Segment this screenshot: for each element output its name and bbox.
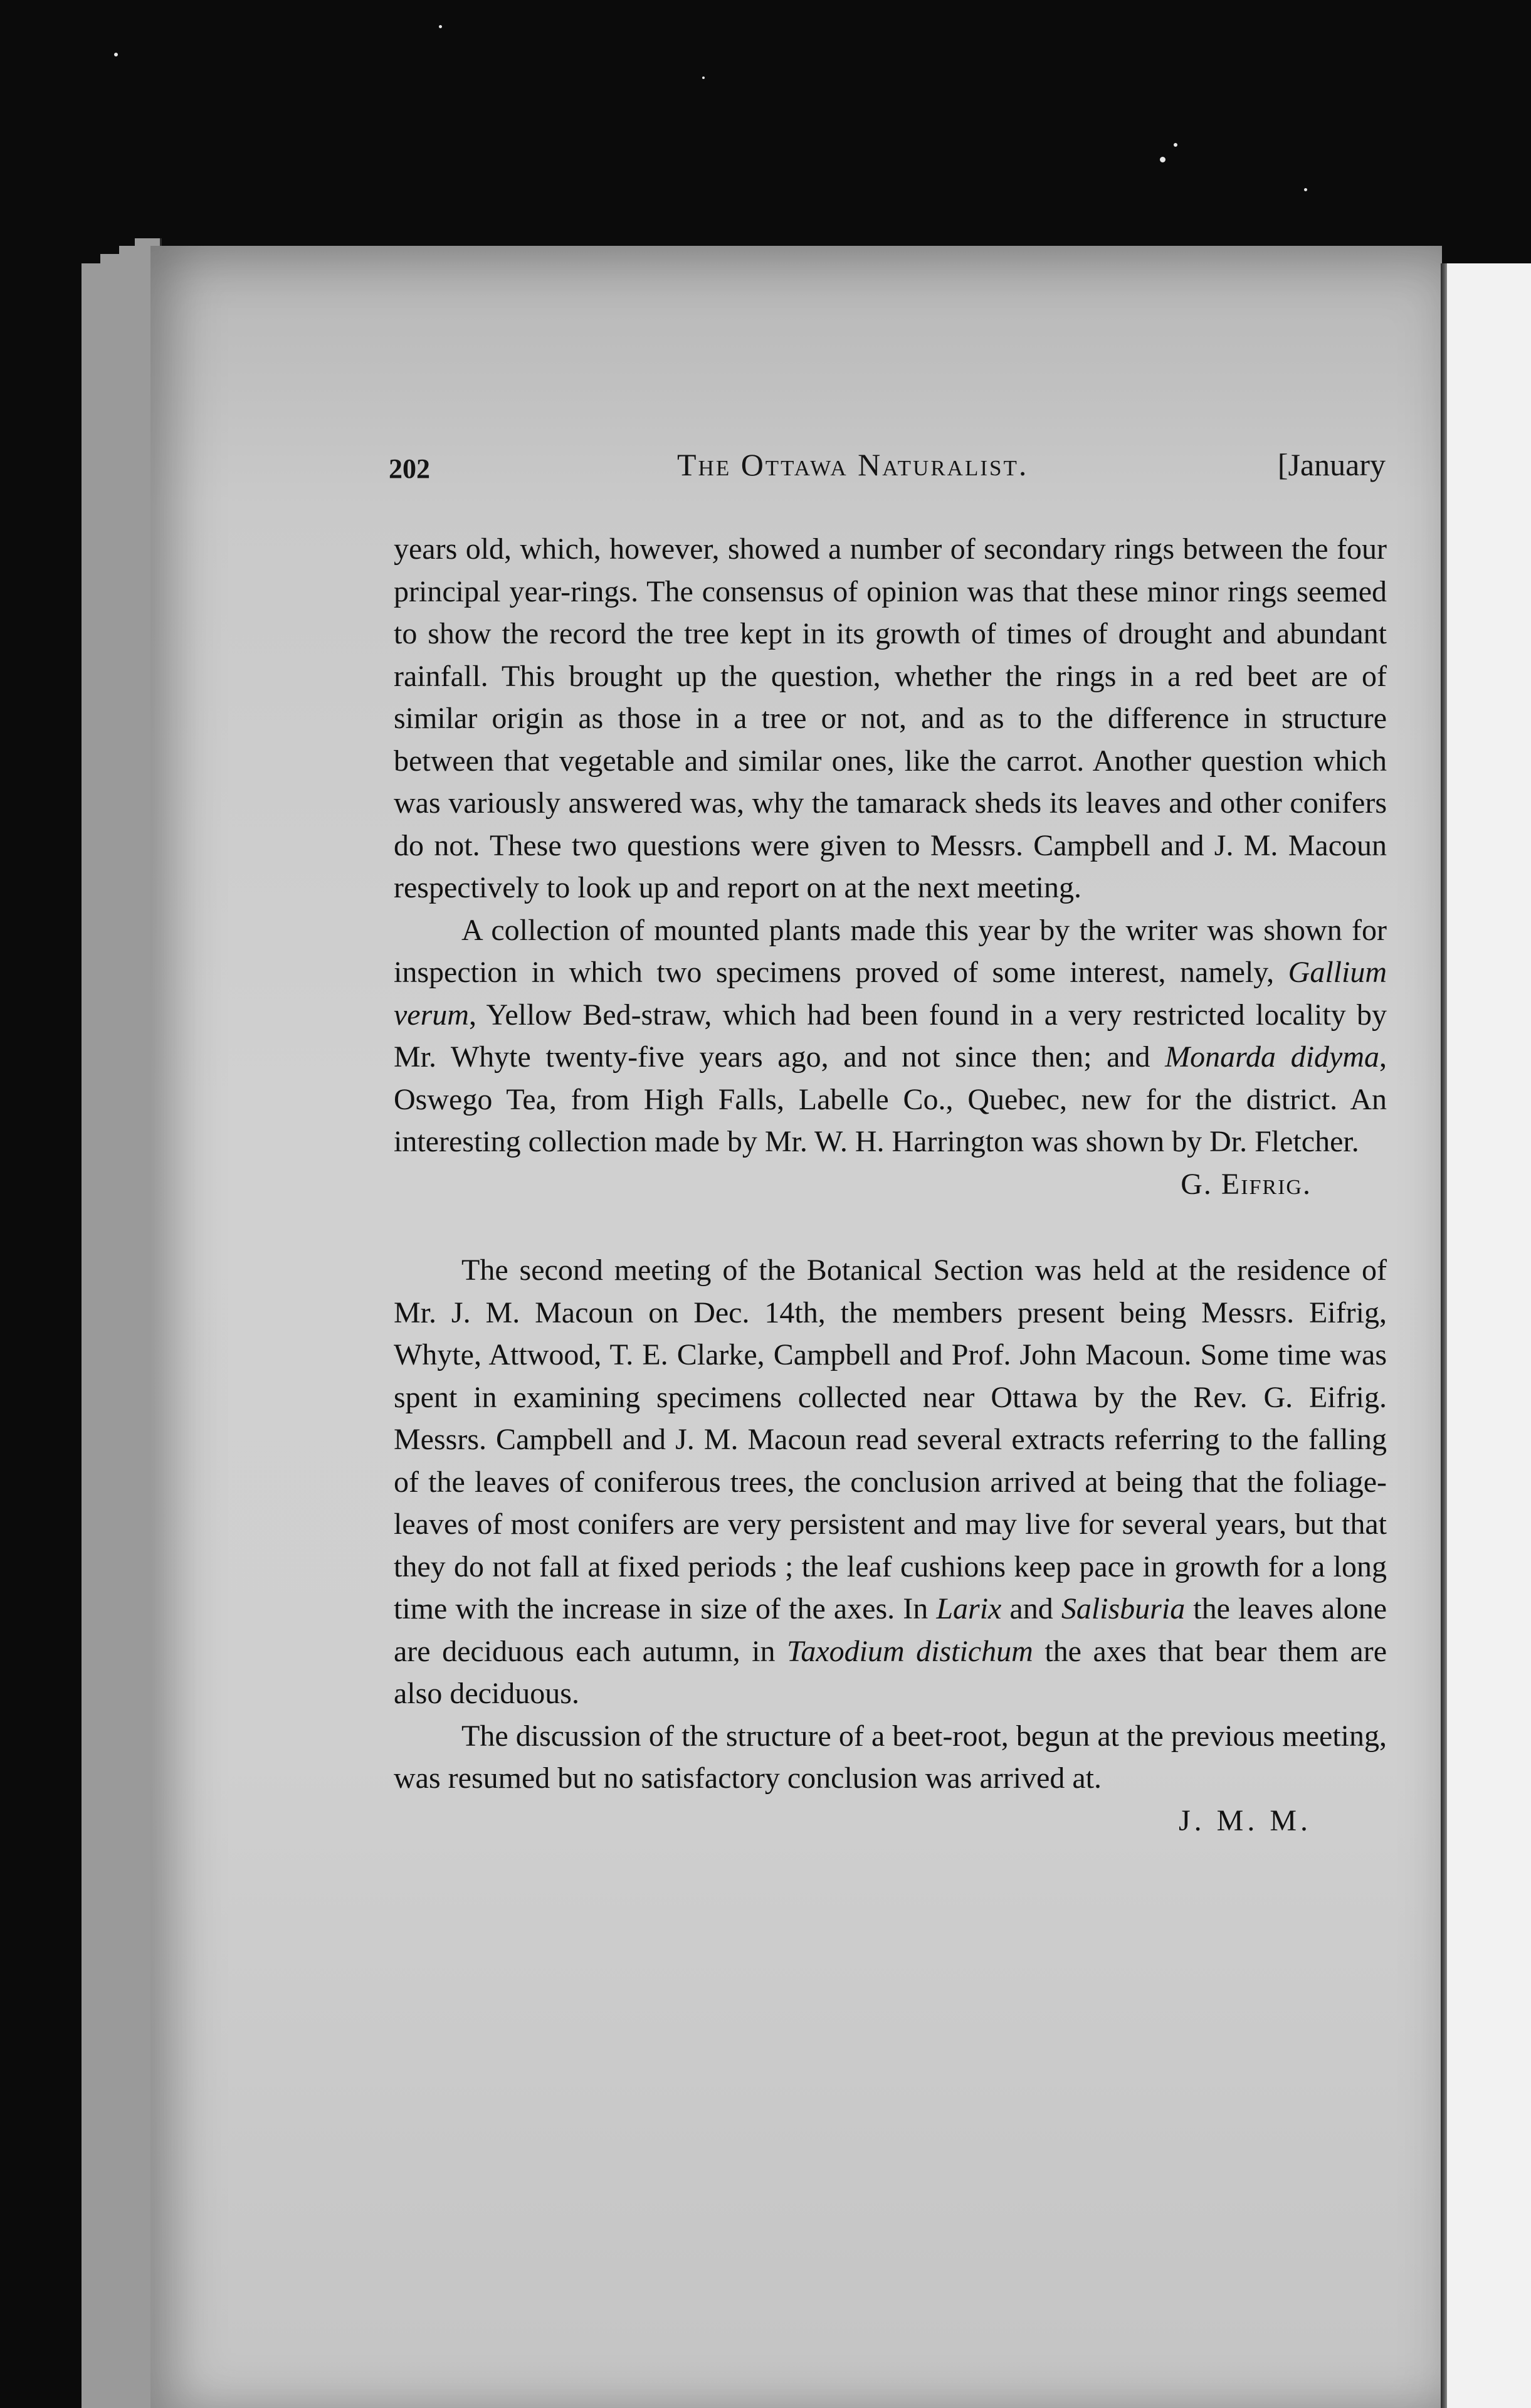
paragraph-2 [394, 909, 1387, 1163]
paragraph-3-part-2: the leaves alone are deciduous each autumn, in [394, 1592, 1387, 1668]
species-name: Gallium verum [394, 956, 1387, 1032]
scan-speck [702, 77, 705, 79]
journal-title: The Ottawa Naturalist. [677, 447, 1029, 482]
page-margin-strip [1442, 263, 1531, 2408]
paragraph-3-part-1: The second meeting of the Botanical Section was held at the residence of Mr. J. M. Macoun on Dec. 14th, the members present being Messrs. Eifrig, Whyte, Attwood, T. E. Clarke, Campbell and Prof. John Macoun. Some time was spent in examining specimens collected near Ottawa by the Rev. G. Eifrig. Messrs. Campbell and J. M. Macoun read several extracts referring to the falling of the leaves of coniferous trees, the conclusion arrived at being that the foliage-leaves of most conifers are very persistent and may live for several years, but that they do not fall at fixed periods ; the leaf cushions keep pace in growth for a long time with the increase in size of the axes. In [394, 1254, 1387, 1625]
scan-speck [439, 25, 442, 28]
paragraph-3-part-3: the axes that bear them are also deciduous. [394, 1634, 1387, 1710]
paragraph-2-part-2: , Yellow Bed-straw, which had been found in a very restricted locality by Mr. Whyte twenty-five years ago, and not since then; and [394, 998, 1387, 1074]
author-signature: G. Eifrig. [1181, 1167, 1312, 1201]
paragraph-3 [394, 1249, 1387, 1715]
genus-name: Larix [936, 1592, 1002, 1625]
paragraph-2-part-1: A collection of mounted plants made this year by the writer was shown for inspection in which two specimens proved of some interest, namely, [394, 913, 1387, 989]
genus-name: Salisburia [1061, 1592, 1186, 1625]
initials-signature: J. M. M. [1178, 1803, 1312, 1837]
scan-speck [1160, 157, 1165, 162]
species-name: Monarda didyma [1165, 1040, 1380, 1074]
issue-month: [January [1277, 447, 1386, 482]
paragraph-1: years old, which, however, showed a number of secondary rings between the four principal year-rings. The consensus of opinion was that these minor rings seemed to show the record the tree kept in its growth of times of drought and abundant rainfall. This brought up the question, whether the rings in a red beet are of similar origin as those in a tree or not, and as to the difference in structure between that vegetable and similar ones, like the carrot. Another question which was variously answered was, why the tamarack sheds its leaves and other conifers do not. These two questions were given to Messrs. Campbell and J. M. Macoun respectively to look up and report on at the next meeting. [394, 532, 1387, 904]
article-body [394, 528, 1387, 1842]
paragraph-4: The discussion of the structure of a beet-root, begun at the previous meeting, was resumed but no satisfactory conclusion was arrived at. [394, 1719, 1387, 1795]
section-gap [394, 1205, 1387, 1249]
page-number: 202 [389, 453, 430, 484]
scan-speck [1174, 143, 1177, 147]
binding-edge [1441, 263, 1447, 2408]
scan-speck [114, 53, 118, 56]
paragraph-3-and: and [1001, 1592, 1061, 1625]
running-head [389, 446, 1386, 497]
species-name: Taxodium distichum [787, 1634, 1033, 1668]
scan-speck [1304, 188, 1307, 191]
paragraph-2-part-3: , Oswego Tea, from High Falls, Labelle Co., Quebec, new for the district. An interesting collection made by Mr. W. H. Harrington was shown by Dr. Fletcher. [394, 1040, 1387, 1158]
